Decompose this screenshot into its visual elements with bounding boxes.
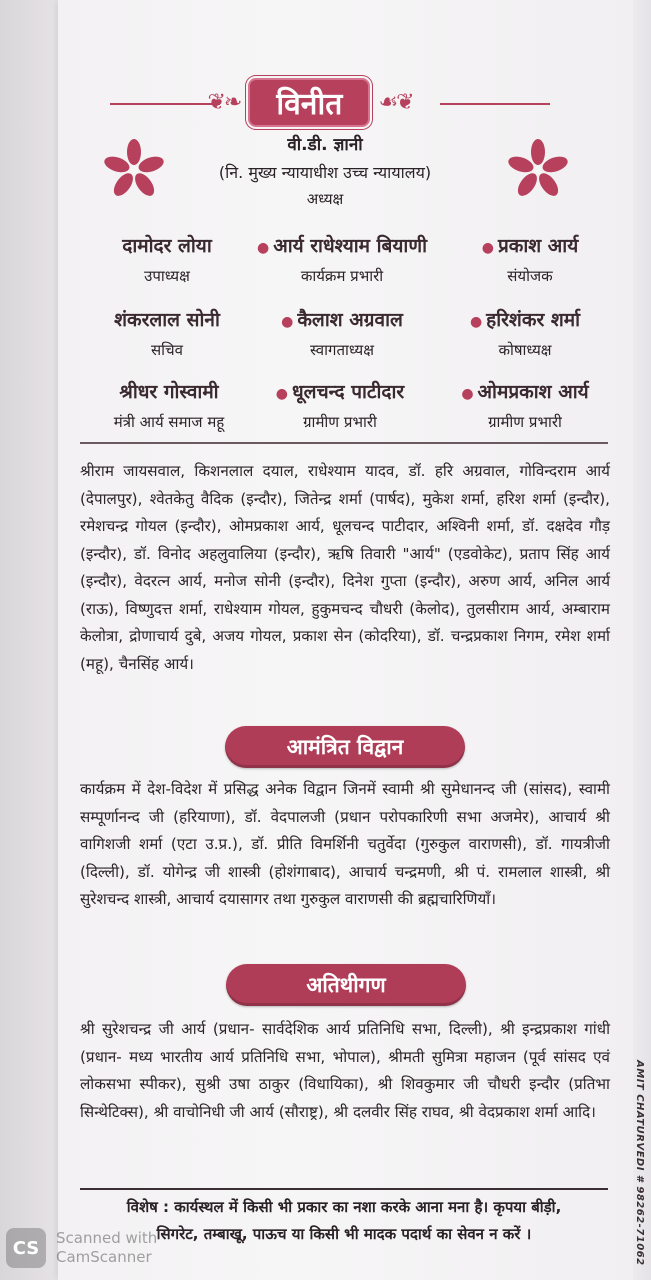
member-role: उपाध्यक्ष [144, 267, 190, 285]
scholars-heading: आमंत्रित विद्वान [225, 726, 465, 768]
watermark-line-2: CamScanner [56, 1248, 152, 1266]
committee-member [232, 232, 452, 286]
member-role: कार्यक्रम प्रभारी [300, 267, 384, 285]
member-role: ग्रामीण प्रभारी [303, 413, 377, 431]
scanner-watermark [6, 1228, 157, 1268]
flower-right-icon [506, 138, 570, 202]
member-name: आर्य राधेश्याम बियाणी [273, 235, 427, 257]
section-divider [80, 442, 608, 444]
member-name: हरिशंकर शर्मा [486, 309, 581, 331]
guests-heading: अतिथीगण [226, 964, 466, 1006]
members-paragraph: श्रीराम जायसवाल, किशनलाल दयाल, राधेश्याम यादव, डॉ. हरि अग्रवाल, गोविन्दराम आर्य (देपालपुर), श्वेतकेतु वैदिक (इन्दौर), जितेन्द्र शर्मा (पार्षद), मुकेश शर्मा, हरिश शर्मा (इन्दौर), रमेशचन्द्र गोयल (इन्दौर), ओमप्रकाश आर्य, धूलचन्द पाटीदार, अश्विनी शर्मा, डॉ. दक्षदेव गौड़ (इन्दौर), डॉ. विनोद अहलुवालिया (इन्दौर), ऋषि तिवारी "आर्य" (एडवोकेट), प्रताप सिंह आर्य (इन्दौर), वेदरत्न आर्य, मनोज सोनी (इन्दौर), दिनेश गुप्ता (इन्दौर), अरुण आर्य, अनिल आर्य (राऊ), विष्णुदत्त शर्मा, राधेश्याम गोयल, हुकुमचन्द चौधरी (केलोद), तुलसीराम आर्य, अम्बाराम केलोत्रा, द्रोणाचार्य दुबे, अजय गोयल, प्रकाश सेन (कोदरिया), डॉ. चन्द्रप्रकाश निगम, रमेश शर्मा (महू), चैनसिंह आर्य। [80, 462, 610, 673]
member-name: ओमप्रकाश आर्य [477, 381, 589, 403]
page-title: विनीत [248, 78, 370, 127]
committee-member [250, 378, 430, 432]
bullet-icon: ● [281, 314, 294, 330]
notice-line-2: सिगरेट, तम्बाखू, पाऊच या किसी भी मादक पदार्थ का सेवन न करें । [156, 1225, 532, 1243]
chairman-designation: (नि. मुख्य न्यायाधीश उच्च न्यायालय) [218, 163, 432, 182]
scan-left-margin [0, 0, 58, 1280]
bullet-icon: ● [461, 386, 474, 402]
member-name: धूलचन्द पाटीदार [292, 381, 405, 403]
member-role: मंत्री आर्य समाज महू [113, 413, 225, 431]
watermark-line-1: Scanned with [56, 1229, 158, 1247]
member-name: प्रकाश आर्य [497, 235, 579, 257]
chairman-block [170, 132, 480, 209]
committee-member [440, 378, 610, 432]
camscanner-logo-icon: CS [6, 1228, 46, 1268]
bullet-icon: ● [256, 240, 270, 256]
member-name: शंकरलाल सोनी [114, 309, 220, 331]
member-name: श्रीधर गोस्वामी [119, 381, 219, 403]
member-role: सचिव [151, 341, 183, 359]
flourish-left-icon: ❦❧ [207, 89, 241, 115]
committee-member [445, 306, 605, 360]
bullet-icon: ● [481, 240, 494, 256]
flower-left-icon [102, 138, 166, 202]
chairman-role: अध्यक्ष [306, 190, 344, 208]
committee-member [84, 378, 254, 432]
member-role: स्वागताध्यक्ष [309, 341, 375, 359]
committee-member [82, 306, 252, 360]
flourish-right-icon: ☙❦ [378, 89, 413, 115]
committee-member [252, 306, 432, 360]
guests-paragraph: श्री सुरेशचन्द्र जी आर्य (प्रधान- सार्वदेशिक आर्य प्रतिनिधि सभा, दिल्ली), श्री इन्द्रप्रकाश गांधी (प्रधान- मध्य भारतीय आर्य प्रतिनिधि सभा, भोपाल), श्रीमती सुमित्रा महाजन (पूर्व सांसद एवं लोकसभा स्पीकर), सुश्री उषा ठाकुर (विधायिका), श्री शिवकुमार जी चौधरी इन्दौर (प्रतिभा सिन्थेटिक्स), श्री वाचोनिधी जी आर्य (सौराष्ट्र), श्री दलवीर सिंह राघव, श्री वेदप्रकाश शर्मा आदि। [80, 1020, 610, 1121]
bullet-icon: ● [275, 386, 288, 402]
bullet-icon: ● [469, 314, 483, 330]
committee-member [92, 232, 242, 286]
side-credit: AMIT CHATURVEDI # 98262-71062 [634, 1060, 645, 1266]
member-role: कोषाध्यक्ष [498, 341, 552, 359]
member-role: संयोजक [507, 267, 553, 285]
committee-member [455, 232, 605, 286]
member-name: दामोदर लोया [122, 235, 212, 257]
member-name: कैलाश अग्रवाल [297, 309, 403, 331]
member-role: ग्रामीण प्रभारी [488, 413, 562, 431]
scholars-paragraph: कार्यक्रम में देश-विदेश में प्रसिद्ध अनेक विद्वान जिनमें स्वामी श्री सुमेधानन्द जी (सांसद), स्वामी सम्पूर्णानन्द जी (हरियाणा), डॉ. वेदपालजी (प्रधान परोपकारिणी सभा अजमेर), आचार्य श्री वागिशजी शर्मा (एटा उ.प्र.), डॉ. प्रीति विमर्शिनी चतुर्वेदा (गुरुकुल वाराणसी), डॉ. गायत्रीजी (दिल्ली), डॉ. योगेन्द्र जी शास्त्री (होशंगाबाद), आचार्य चन्द्रमणी, श्री पं. रामलाल शास्त्री, श्री सुरेशचन्द शास्त्री, आचार्य दयासागर तथा गुरुकुल वाराणसी की ब्रह्मचारिणियाँ। [80, 780, 610, 908]
notice-line-1: विशेष : कार्यस्थल में किसी भी प्रकार का नशा करके आना मना है। कृपया बीड़ी, [126, 1198, 562, 1216]
notice-box [80, 1188, 608, 1248]
header [100, 78, 520, 126]
chairman-name: वी.डी. ज्ञानी [287, 135, 363, 155]
